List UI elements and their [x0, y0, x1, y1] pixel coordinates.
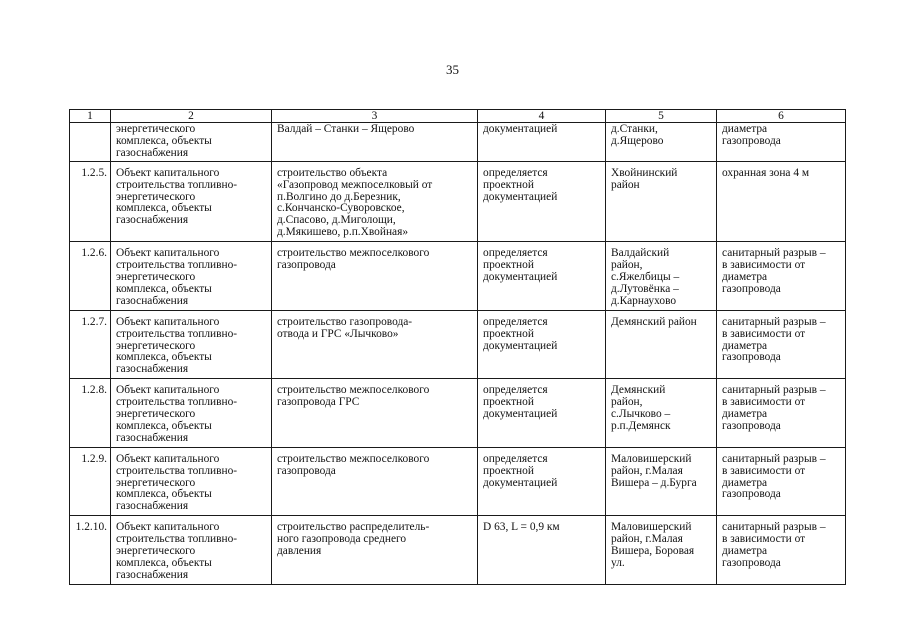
row-number: [70, 123, 111, 162]
location-cell: Хвойнинский район: [606, 161, 717, 241]
location-cell: Демянский район: [606, 310, 717, 379]
page-number: 35: [446, 62, 459, 77]
location-cell: Маловишерский район, г.Малая Вишера, Боровая ул.: [606, 516, 717, 585]
table-header-row: [70, 110, 846, 123]
column-header-4: 4: [478, 110, 606, 123]
location-cell: д.Станки, д.Ящерово: [606, 123, 717, 162]
row-number: 1.2.7.: [70, 310, 111, 379]
parameters-cell: определяется проектной документацией: [478, 379, 606, 448]
object-type-cell: Объект капитального строительства топливно- энергетического комплекса, объекты газоснабжения: [111, 242, 272, 311]
column-header-3: 3: [272, 110, 478, 123]
zone-cell: диаметра газопровода: [717, 123, 846, 162]
table-row: [70, 310, 846, 379]
location-cell: Демянский район, с.Лычково – р.п.Демянск: [606, 379, 717, 448]
parameters-cell: документацией: [478, 123, 606, 162]
zone-cell: санитарный разрыв – в зависимости от диаметра газопровода: [717, 310, 846, 379]
parameters-cell: определяется проектной документацией: [478, 447, 606, 516]
zone-cell: санитарный разрыв – в зависимости от диаметра газопровода: [717, 516, 846, 585]
parameters-cell: определяется проектной документацией: [478, 242, 606, 311]
description-cell: строительство межпоселкового газопровода ГРС: [272, 379, 478, 448]
zone-cell: санитарный разрыв – в зависимости от диаметра газопровода: [717, 379, 846, 448]
row-number: 1.2.5.: [70, 161, 111, 241]
zone-cell: санитарный разрыв – в зависимости от диаметра газопровода: [717, 447, 846, 516]
object-type-cell: Объект капитального строительства топливно- энергетического комплекса, объекты газоснабжения: [111, 161, 272, 241]
location-cell: Маловишерский район, г.Малая Вишера – д.Бурга: [606, 447, 717, 516]
description-cell: строительство межпоселкового газопровода: [272, 242, 478, 311]
table-row: [70, 242, 846, 311]
object-type-cell: Объект капитального строительства топливно- энергетического комплекса, объекты газоснабжения: [111, 447, 272, 516]
object-type-cell: Объект капитального строительства топливно- энергетического комплекса, объекты газоснабжения: [111, 379, 272, 448]
row-number: 1.2.9.: [70, 447, 111, 516]
parameters-cell: D 63, L = 0,9 км: [478, 516, 606, 585]
parameters-cell: определяется проектной документацией: [478, 310, 606, 379]
row-number: 1.2.6.: [70, 242, 111, 311]
column-header-5: 5: [606, 110, 717, 123]
object-type-cell: Объект капитального строительства топливно- энергетического комплекса, объекты газоснабжения: [111, 516, 272, 585]
objects-table: [69, 109, 846, 585]
description-cell: строительство межпоселкового газопровода: [272, 447, 478, 516]
table-row: [70, 123, 846, 162]
zone-cell: охранная зона 4 м: [717, 161, 846, 241]
parameters-cell: определяется проектной документацией: [478, 161, 606, 241]
description-cell: строительство объекта «Газопровод межпоселковый от п.Волгино до д.Березник, с.Кончанско-Суворовское, д.Спасово, д.Миголощи, д.Мякишево, р.п.Хвойная»: [272, 161, 478, 241]
row-number: 1.2.8.: [70, 379, 111, 448]
table-row: [70, 447, 846, 516]
row-number: 1.2.10.: [70, 516, 111, 585]
object-type-cell: Объект капитального строительства топливно- энергетического комплекса, объекты газоснабжения: [111, 310, 272, 379]
table-row: [70, 379, 846, 448]
table-row: [70, 161, 846, 241]
description-cell: строительство газопровода- отвода и ГРС «Лычково»: [272, 310, 478, 379]
zone-cell: санитарный разрыв – в зависимости от диаметра газопровода: [717, 242, 846, 311]
object-type-cell: энергетического комплекса, объекты газоснабжения: [111, 123, 272, 162]
location-cell: Валдайский район, с.Яжелбицы – д.Лутовёнка – д.Карнаухово: [606, 242, 717, 311]
column-header-2: 2: [111, 110, 272, 123]
description-cell: строительство распределитель- ного газопровода среднего давления: [272, 516, 478, 585]
column-header-1: 1: [70, 110, 111, 123]
table-row: [70, 516, 846, 585]
description-cell: Валдай – Станки – Ящерово: [272, 123, 478, 162]
column-header-6: 6: [717, 110, 846, 123]
